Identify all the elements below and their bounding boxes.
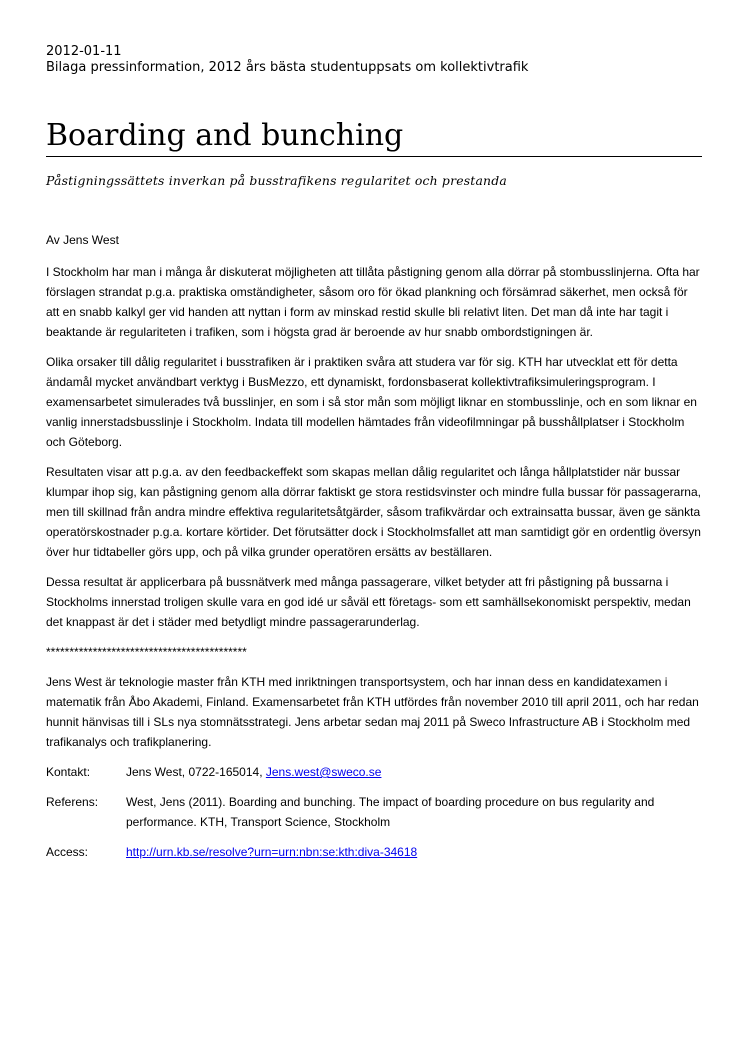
author-bio: Jens West är teknologie master från KTH med inriktningen transportsystem, och har innan dess en kandidatexamen i matematik från Åbo Akademi, Finland. Examensarbetet från KTH utfördes från november 2010 till april 2011, och har redan hunnit hänvisas till i SLs nya stomnätsstrategi. Jens arbetar sedan maj 2011 på Sweco Infrastructure AB i Stockholm med trafikanalys och trafikplanering. [46, 675, 699, 749]
paragraph-4: Dessa resultat är applicerbara på bussnätverk med många passagerare, vilket betyder att fri påstigning på bussarna i Stockholms innerstad troligen skulle vara en god idé ur såväl ett företags- som ett samhällsekonomiskt perspektiv, medan det knappast är det i städer med betydligt mindre passagerarunderlag. [46, 575, 691, 629]
contact-value [126, 762, 702, 782]
paragraph-2: Olika orsaker till dålig regularitet i busstrafiken är i praktiken svåra att studera var för sig. KTH har utvecklat ett för detta ändamål mycket användbart verktyg i BusMezzo, ett dynamiskt, fordonsbaserat kollektivtrafiksimuleringsprogram. I examensarbetet simulerades två busslinjer, en som i så stor mån som möjligt liknar en stombusslinje, och en som liknar en vanlig innerstadsbusslinje i Stockholm. Indata till modellen hämtades från videofilmningar på busshållplatser i Stockholm och Göteborg. [46, 355, 697, 449]
access-row [46, 842, 702, 862]
document-body [46, 230, 702, 872]
contact-email-link[interactable]: Jens.west@sweco.se [265, 765, 382, 779]
paragraph-3: Resultaten visar att p.g.a. av den feedbackeffekt som skapas mellan dålig regularitet och långa hållplatstider när bussar klumpar ihop sig, kan påstigning genom alla dörrar faktiskt ge stora restidsvinster och mindre fulla bussar för passagerarna, men till skillnad från andra mindre effektiva regularitetsåtgärder, såsom trafikvärdar och extrainsatta bussar, även ge sänkta operatörskostnader p.g.a. kortare körtider. Det förutsätter dock i Stockholmsfallet att man samtidigt gör en ordentlig översyn över hur tidtabeller görs upp, och på vilka grunder operatören ersätts av beställaren. [46, 465, 701, 559]
document-subtitle: Påstigningssättets inverkan på busstrafikens regularitet och prestanda [46, 173, 507, 188]
document-header-line: Bilaga pressinformation, 2012 års bästa studentuppsats om kollektivtrafik [46, 60, 529, 75]
reference-value: West, Jens (2011). Boarding and bunching. The impact of boarding procedure on bus regularity and performance. KTH, Transport Science, Stockholm [126, 795, 655, 829]
document-title: Boarding and bunching [46, 118, 702, 157]
author-line: Av Jens West [46, 233, 119, 247]
document-header [46, 44, 528, 76]
separator-line: ******************************************* [46, 645, 247, 659]
access-value [126, 842, 702, 862]
reference-label: Referens: [46, 795, 99, 809]
contact-label: Kontakt: [46, 765, 91, 779]
access-url-link[interactable]: http://urn.kb.se/resolve?urn=urn:nbn:se:kth:diva-34618 [126, 845, 418, 859]
contact-text: Jens West, 0722-165014, [126, 765, 266, 779]
paragraph-1: I Stockholm har man i många år diskuterat möjligheten att tillåta påstigning genom alla dörrar på stombusslinjerna. Ofta har förslagen strandat p.g.a. praktiska omständigheter, såsom oro för ökad plankning och försämrad säkerhet, men också för att en snabb kalkyl ger vid handen att nyttan i form av minskad restid skulle bli relativt liten. Det man då inte har tagit i beaktande är regulariteten i trafiken, som i högsta grad är beroende av hur snabb ombordstigningen är. [46, 265, 700, 339]
reference-row [46, 792, 702, 832]
document-date: 2012-01-11 [46, 44, 122, 59]
contact-row [46, 762, 702, 782]
access-label: Access: [46, 845, 89, 859]
